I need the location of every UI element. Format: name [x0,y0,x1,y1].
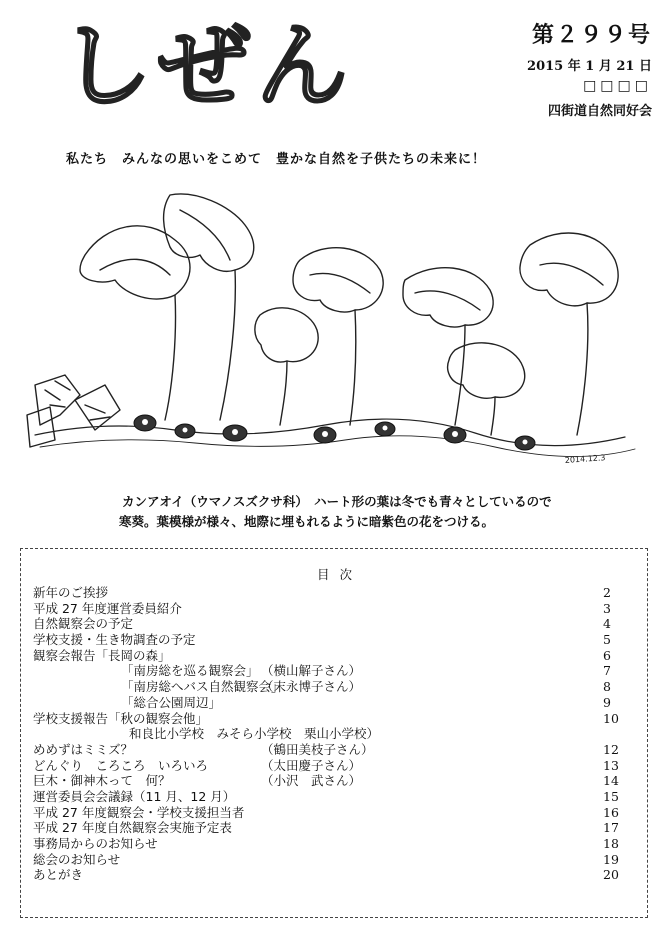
toc-item-page: 5 [603,632,611,648]
toc-item-title: あとがき [33,867,84,883]
toc-item-title: 新年のご挨拶 [33,585,109,600]
toc-row [33,648,633,664]
toc-item-page: 3 [603,600,611,616]
toc-title: 目次 [317,567,363,582]
organization-name: 四街道自然同好会 [547,104,652,119]
toc-item-page: 4 [603,616,611,632]
toc-item-author: （横山解子さん） [261,663,362,679]
toc-item-page: 18 [603,836,619,851]
toc-item-title: 自然観察会の予定 [33,616,134,632]
toc-row [33,711,633,727]
toc-item-author: （鶴田美枝子さん） [261,741,374,757]
toc-row [33,616,633,632]
toc-item-author: （末永博子さん） [261,679,362,695]
toc-item-page: 10 [603,710,619,726]
toc-row [33,773,633,789]
toc-item-title: 平成 27 年度運営委員紹介 [33,600,182,616]
toc-item-title: めめずはミミズ？ [33,741,134,757]
toc-item-page: 2 [603,585,611,600]
toc-row [33,632,633,648]
toc-item-title: 「総合公園周辺」 [121,694,222,710]
placeholder-boxes: □□□□ [583,78,652,94]
toc-item-title: 平成 27 年度自然観察会実施予定表 [33,820,232,836]
toc-row [33,852,633,868]
toc-item-title: 事務局からのお知らせ [33,836,158,851]
toc-item-page: 13 [603,757,619,773]
toc-item-page: 20 [603,867,619,883]
toc-row [33,836,633,852]
toc-item-page: 7 [603,663,611,679]
illustration-caption [119,492,552,532]
toc-item-page: 12 [603,741,619,757]
toc-row [33,867,633,883]
toc-row [33,820,633,836]
toc-item-page: 8 [603,679,611,695]
toc-item-title: 和良比小学校 みそら小学校 栗山小学校） [129,726,380,742]
toc-row [33,695,633,711]
toc-item-title: どんぐり ころころ いろいろ [33,757,209,773]
toc-item-title: 「南房総を巡る観察会」 [121,663,259,679]
toc-item-title: 運営委員会会議録（11 月、12 月） [33,788,236,804]
toc-item-author: （小沢 武さん） [261,773,362,789]
issue-number: 第２９９号 [531,22,652,48]
toc-row [33,601,633,617]
caption-line-2: 寒葵。葉模様が様々、地際に埋もれるように暗紫色の花をつける。 [119,514,495,529]
toc-row [33,663,633,679]
toc-item-page: 17 [603,820,619,836]
logo-text: しぜん [60,13,355,108]
illustration-signature: 2014.12.3 [564,453,606,465]
toc-row [33,758,633,774]
toc-item-page: 15 [603,788,619,804]
issue-date: 2015 年 1 月 21 日 [527,59,652,74]
toc-item-title: 巨木・御神木って 何？ [33,773,171,789]
toc-item-page: 9 [603,694,611,710]
toc-row [33,585,633,601]
caption-line-1: カンアオイ（ウマノスズクサ科） ハート形の葉は冬でも青々としているので [122,494,552,509]
kanaoi-illustration [25,185,645,485]
toc-item-title: 平成 27 年度観察会・学校支援担当者 [33,804,245,820]
newsletter-title-logo [60,8,390,108]
issue-info [527,18,652,119]
toc-item-page: 19 [603,851,619,867]
toc-row [33,679,633,695]
toc-item-title: 学校支援・生き物調査の予定 [33,632,196,648]
toc-list [33,585,633,883]
toc-row [33,726,633,742]
toc-row [33,805,633,821]
toc-item-title: 観察会報告「長岡の森」 [33,647,171,663]
toc-item-title: 学校支援報告「秋の観察会他」 [33,710,209,726]
toc-item-page: 14 [603,773,619,789]
toc-item-page: 16 [603,804,619,820]
toc-row [33,789,633,805]
toc-item-page: 6 [603,647,611,663]
toc-item-title: 「南房総へバス自然観察会」 [121,679,284,695]
toc-item-author: （太田慶子さん） [261,757,362,773]
slogan: 私たち みんなの思いをこめて 豊かな自然を子供たちの未来に！ [66,152,487,167]
toc-item-title: 総会のお知らせ [33,851,121,867]
toc-row [33,742,633,758]
table-of-contents [20,548,648,918]
